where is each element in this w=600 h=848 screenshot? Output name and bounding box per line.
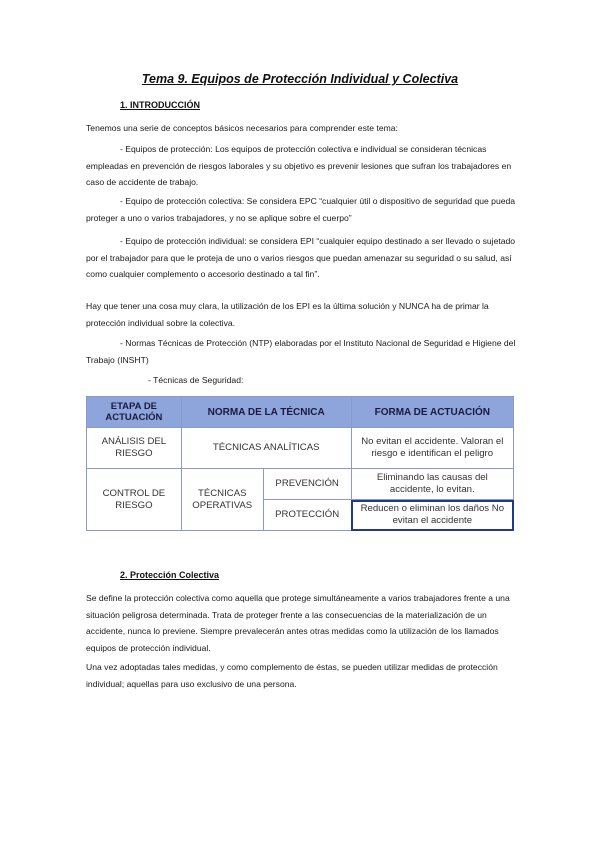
paragraph-epi-ultima-solucion: Hay que tener una cosa muy clara, la utilización de los EPI es la última solución y NUNCA ha de primar la protección individual sobre la colectiva. [86, 301, 489, 328]
paragraph-complemento-individual: Una vez adoptadas tales medidas, y como complemento de éstas, se pueden utilizar medidas de protección individual; aquellas para uso exclusivo de una persona. [86, 662, 498, 689]
intro-paragraph: Tenemos una serie de conceptos básicos necesarios para comprender este tema: [86, 123, 398, 133]
table-row [87, 469, 514, 500]
section-heading-proteccion-colectiva: 2. Protección Colectiva [120, 570, 220, 580]
page-title: Tema 9. Equipos de Protección Individual y Colectiva [141, 72, 459, 86]
paragraph-ntp: - Normas Técnicas de Protección (NTP) elaboradas por el Instituto Nacional de Seguridad e Higiene del Trabajo (INSHT) [86, 338, 516, 365]
section-heading-introduccion: 1. INTRODUCCIÓN [120, 100, 201, 110]
cell-proteccion: PROTECCIÓN [263, 500, 351, 531]
paragraph-definicion-colectiva: Se define la protección colectiva como aquella que protege simultáneamente a varios trabajadores frente a una situación peligrosa determinada. Trata de proteger frente a las consecuencias de la materialización de un accidente, nunca lo previene. Siempre prevalecerán antes otras medidas como la utilización de los llamados equipos de protección individual. [86, 593, 510, 653]
paragraph-equipo-colectiva: - Equipo de protección colectiva: Se considera EPC “cualquier útil o dispositivo de seguridad que pueda proteger a uno o varios trabajadores, y no se aplique sobre el cuerpo” [86, 196, 516, 223]
table-row [87, 428, 514, 469]
cell-control-riesgo: CONTROL DE RIESGO [87, 469, 182, 531]
cell-analisis-riesgo: ANÁLISIS DEL RIESGO [87, 428, 182, 469]
cell-forma-proteccion: Reducen o eliminan los daños No evitan el accidente [351, 500, 513, 531]
table-header-norma: NORMA DE LA TÉCNICA [181, 397, 351, 428]
table-header-row [87, 397, 514, 428]
paragraph-equipos-proteccion: - Equipos de protección: Los equipos de protección colectiva e individual se consideran técnicas empleadas en prevención de riesgos laborales y su objetivo es prevenir lesiones que sufran los trabajadores en caso de accidente de trabajo. [86, 144, 512, 187]
cell-prevencion: PREVENCIÓN [263, 469, 351, 500]
paragraph-equipo-individual: - Equipo de protección individual: se considera EPI “cualquier equipo destinado a ser llevado o sujetado por el trabajador para que le proteja de uno o varios riesgos que puedan amenazar su seguridad o su salud, así como cualquier complemento o accesorio destinado a tal fin”. [86, 236, 516, 279]
cell-tecnicas-operativas: TÉCNICAS OPERATIVAS [181, 469, 263, 531]
cell-tecnicas-analiticas: TÉCNICAS ANALÍTICAS [181, 428, 351, 469]
cell-forma-prevencion: Eliminando las causas del accidente, lo evitan. [351, 469, 513, 500]
table-header-forma: FORMA DE ACTUACIÓN [351, 397, 513, 428]
paragraph-tecnicas-seguridad: - Técnicas de Seguridad: [148, 375, 244, 385]
safety-techniques-table [86, 396, 514, 531]
cell-forma-analisis: No evitan el accidente. Valoran el riesgo e identifican el peligro [351, 428, 513, 469]
table-header-etapa: ETAPA DE ACTUACIÓN [87, 397, 182, 428]
